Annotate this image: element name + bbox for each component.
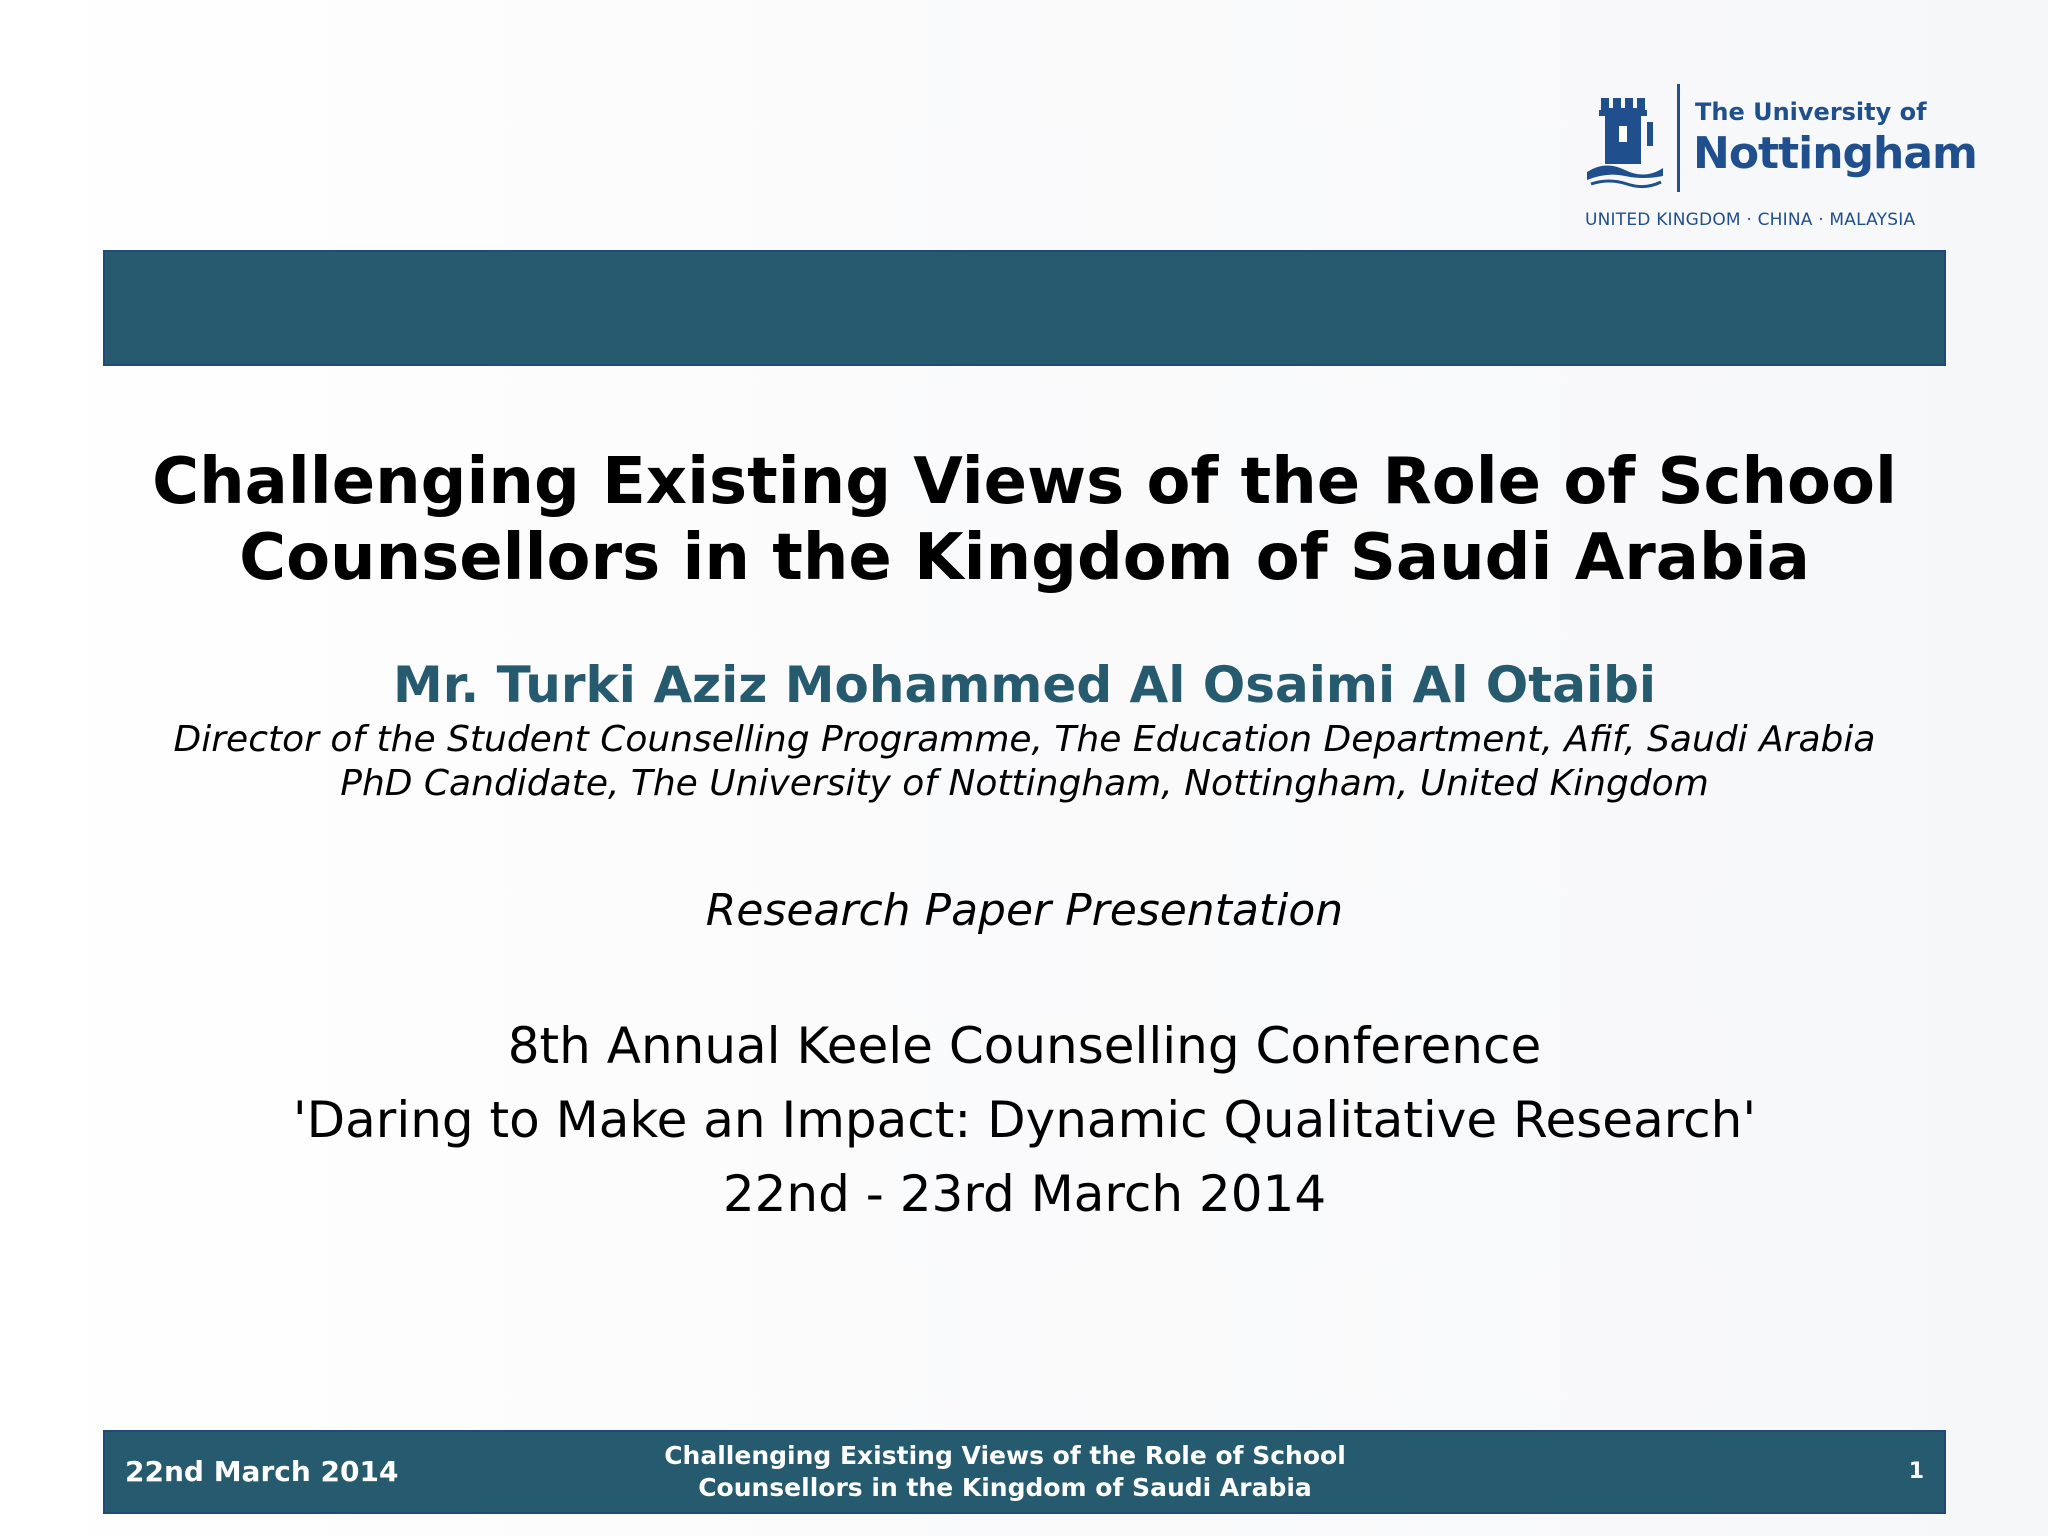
university-logo [1585, 84, 1977, 234]
presentation-type: Research Paper Presentation [705, 885, 1344, 936]
logo-divider [1677, 84, 1680, 192]
conference-theme: 'Daring to Make an Impact: Dynamic Qualitative Research' [292, 1091, 1757, 1149]
header-band [103, 250, 1946, 366]
conference-name: 8th Annual Keele Counselling Conference [507, 1017, 1542, 1075]
logo-locations: UNITED KINGDOM · CHINA · MALAYSIA [1585, 210, 1916, 230]
author-affiliation-director: Director of the Student Counselling Programme, The Education Department, Afif, Saudi Arabia [173, 719, 1876, 760]
conference-dates: 22nd - 23rd March 2014 [722, 1165, 1327, 1223]
footer-date: 22nd March 2014 [125, 1455, 399, 1488]
slide-title [103, 444, 1946, 596]
logo-nottingham: Nottingham [1693, 128, 1977, 179]
slide-title-line2: Counsellors in the Kingdom of Saudi Arabia [239, 521, 1810, 595]
slide-title-line1: Challenging Existing Views of the Role of School [152, 445, 1897, 519]
author-affiliation-phd: PhD Candidate, The University of Nottingham, Nottingham, United Kingdom [340, 763, 1709, 804]
footer-title [625, 1440, 1385, 1504]
author-name: Mr. Turki Aziz Mohammed Al Osaimi Al Otaibi [392, 656, 1657, 714]
footer-title-line1: Challenging Existing Views of the Role of School [664, 1441, 1346, 1470]
castle-crest-icon [1585, 88, 1665, 192]
footer-title-line2: Counsellors in the Kingdom of Saudi Arabia [698, 1473, 1312, 1502]
footer-page-number: 1 [1908, 1459, 1924, 1484]
logo-university-of: The University of [1695, 98, 1927, 126]
footer-bar [103, 1430, 1946, 1514]
